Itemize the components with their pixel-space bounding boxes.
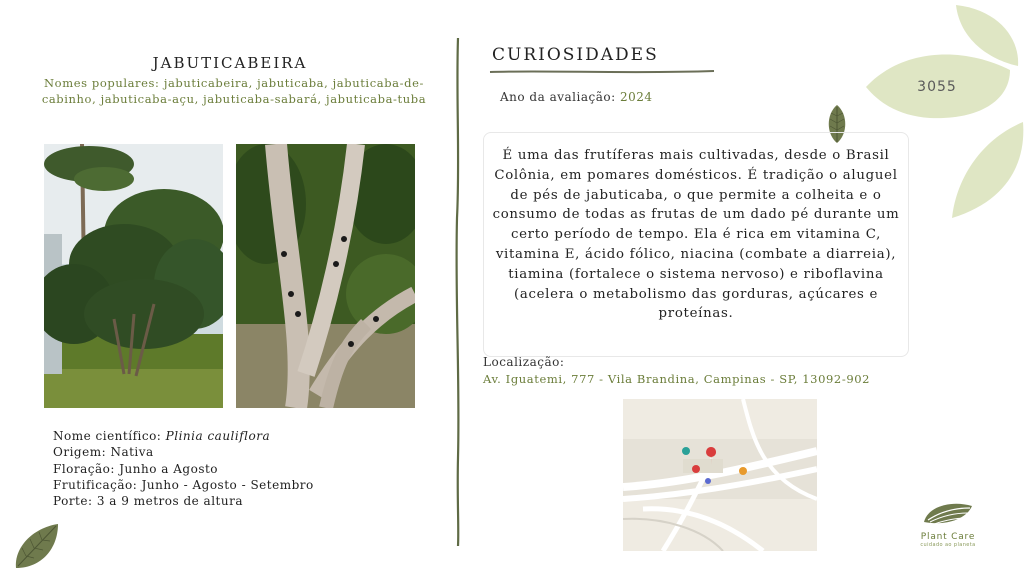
title-underline bbox=[488, 68, 716, 76]
origin-row bbox=[53, 444, 314, 460]
popular-names-label: Nomes populares: bbox=[44, 76, 160, 90]
evaluation-year-label: Ano da avaliação: bbox=[500, 90, 616, 104]
leaf-icon-bottom-left bbox=[12, 522, 60, 570]
fruiting-value: Junho - Agosto - Setembro bbox=[141, 477, 314, 492]
curiosity-description: É uma das frutíferas mais cultivadas, desde o Brasil Colônia, em pomares domésticos. É tradição o aluguel de pés de jabuticaba, o que permite a colheita e o consumo de todas as frutas de um dado pé durante um certo período de tempo. Ela é rica em vitamina C, vitamina E, ácido fólico, niacina (combate a diarreia), tiamina (fortalece o sistema nervoso) e riboflavina (acelera o metabolismo das gorduras, açúcares e proteínas. bbox=[492, 148, 900, 322]
fruiting-row bbox=[53, 477, 314, 493]
origin-label: Origem: bbox=[53, 445, 107, 460]
evaluation-year-value: 2024 bbox=[619, 90, 653, 104]
flowering-row bbox=[53, 461, 314, 477]
plant-title: JABUTICABEIRA bbox=[152, 54, 308, 72]
scientific-name-value: Plinia cauliflora bbox=[165, 429, 271, 443]
flowering-value: Junho a Agosto bbox=[119, 461, 219, 476]
location-label: Localização: bbox=[483, 355, 565, 369]
size-label: Porte: bbox=[53, 494, 93, 509]
fruiting-label: Frutificação: bbox=[53, 477, 138, 492]
brand-logo bbox=[916, 500, 980, 548]
location-address: Av. Iguatemi, 777 - Vila Brandina, Campinas - SP, 13092-902 bbox=[483, 372, 871, 386]
plant-photo-trunk bbox=[236, 144, 415, 408]
plant-info bbox=[53, 428, 314, 509]
plant-photo-tree bbox=[44, 144, 223, 408]
flowering-label: Floração: bbox=[53, 461, 115, 476]
brand-tagline: cuidado ao planeta bbox=[920, 542, 976, 548]
curiosities-title: CURIOSIDADES bbox=[492, 45, 659, 65]
size-row bbox=[53, 493, 314, 509]
column-divider bbox=[451, 38, 465, 546]
scientific-name-label: Nome científico: bbox=[53, 429, 162, 443]
location-map[interactable] bbox=[623, 399, 817, 551]
size-value: 3 a 9 metros de altura bbox=[96, 494, 243, 509]
origin-value: Nativa bbox=[110, 445, 154, 460]
popular-names-value: jabuticabeira, jabuticaba, jabuticaba-de-cabinho, jabuticaba-açu, jabuticaba-sabará, jabuticaba-tuba bbox=[41, 76, 427, 106]
popular-names bbox=[36, 75, 432, 107]
scientific-name-row bbox=[53, 428, 314, 444]
brand-name: Plant Care bbox=[920, 532, 976, 542]
plant-care-logo-icon bbox=[922, 500, 974, 528]
evaluation-year bbox=[500, 90, 653, 104]
plant-id-badge: 3055 bbox=[917, 79, 957, 95]
